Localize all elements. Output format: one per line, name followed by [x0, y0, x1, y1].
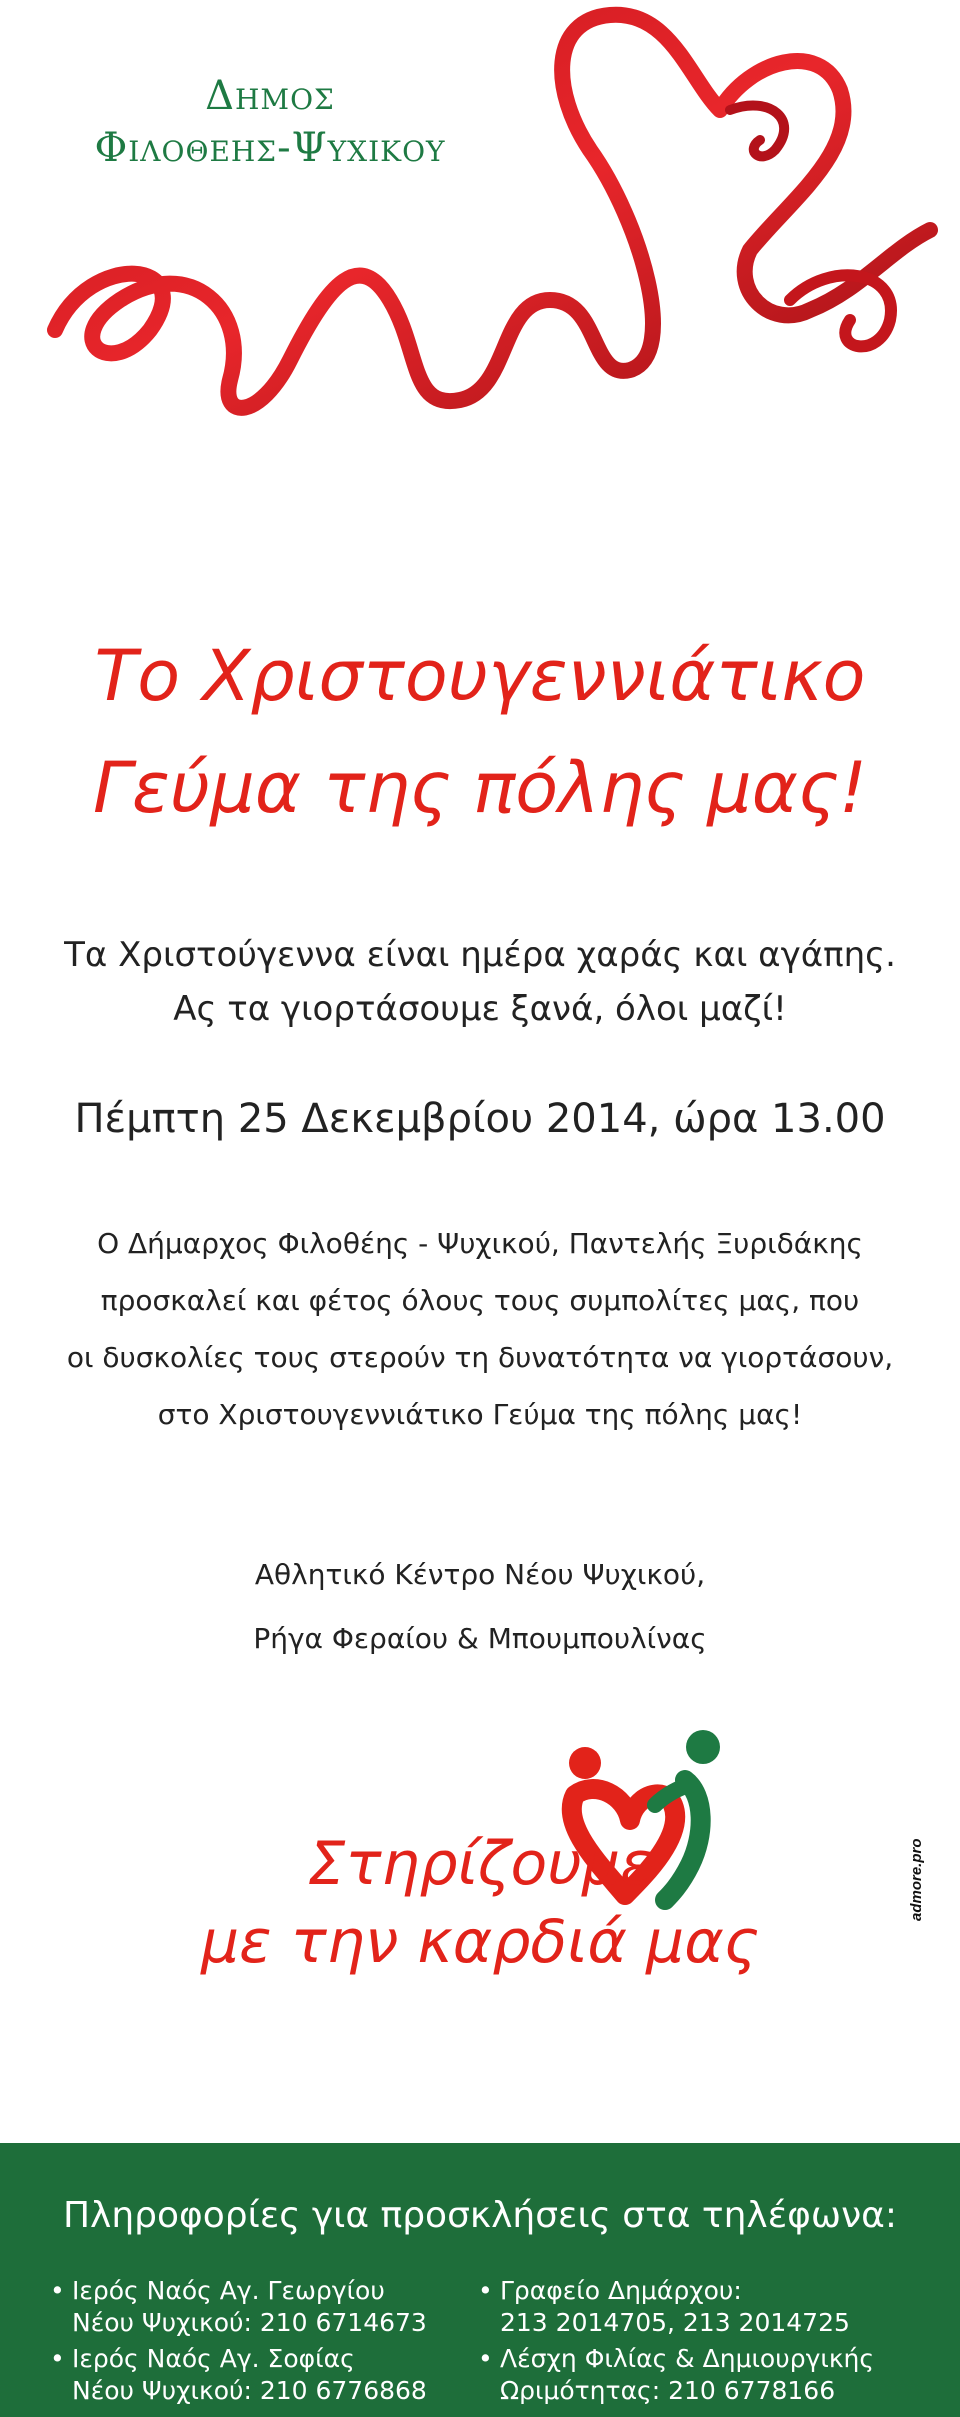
intro-text [0, 928, 960, 1036]
event-date: Πέμπτη 25 Δεκεμβρίου 2014, ώρα 13.00 [74, 1096, 886, 1142]
contact-name: Γραφείο Δημάρχου: [500, 2276, 742, 2305]
bullet-icon: • [50, 2276, 65, 2305]
contact-phone: Ωριμότητας: 210 6778166 [500, 2376, 836, 2405]
municipality-line-1: Δημος [205, 73, 335, 119]
campaign-slogan [0, 1825, 960, 1981]
contact-phone: Νέου Ψυχικού: 210 6776868 [72, 2376, 427, 2405]
invitation-text [0, 1215, 960, 1443]
contacts-right-column [478, 2275, 938, 2411]
contact-name: Λέσχη Φιλίας & Δημιουργικής [500, 2344, 875, 2373]
venue-line-2: Ρήγα Φεραίου & Μπουμπουλίνας [253, 1622, 707, 1655]
contact-item [50, 2343, 470, 2407]
invitation-line-3: οι δυσκολίες τους στερούν τη δυνατότητα να γιορτάσουν, [66, 1341, 894, 1374]
bullet-icon: • [478, 2344, 493, 2373]
contact-footer [0, 2143, 960, 2417]
contact-phone: 213 2014705, 213 2014725 [500, 2308, 850, 2337]
ribbon-heart-illustration [30, 0, 950, 430]
municipality-name [40, 70, 500, 174]
venue-address [0, 1543, 960, 1671]
slogan-line-2: με την καρδιά μας [201, 1907, 759, 1977]
intro-line-2: Ας τα γιορτάσουμε ξανά, όλοι μαζί! [173, 989, 787, 1029]
invitation-line-2: προσκαλεί και φέτος όλους τους συμπολίτες μας, που [100, 1284, 860, 1317]
bullet-icon: • [478, 2276, 493, 2305]
contact-item [478, 2275, 938, 2339]
contact-phone: Νέου Ψυχικού: 210 6714673 [72, 2308, 427, 2337]
contacts-left-column [50, 2275, 470, 2411]
venue-line-1: Αθλητικό Κέντρο Νέου Ψυχικού, [254, 1558, 706, 1591]
event-title-line-2: Γεύμα της πόλης μας! [92, 747, 868, 829]
intro-line-1: Τα Χριστούγεννα είναι ημέρα χαράς και αγάπης. [64, 935, 896, 975]
invitation-line-4: στο Χριστουγεννιάτικο Γεύμα της πόλης μας! [157, 1398, 803, 1431]
contact-item [50, 2275, 470, 2339]
contact-name: Ιερός Ναός Αγ. Γεωργίου [72, 2276, 385, 2305]
municipality-line-2: Φιλοθεης-Ψυχικου [94, 125, 446, 171]
footer-heading: Πληροφορίες για προσκλήσεις στα τηλέφωνα: [62, 2195, 898, 2236]
design-credit: admore.pro [908, 1838, 925, 1922]
bullet-icon: • [50, 2344, 65, 2373]
event-title-line-1: Το Χριστουγεννιάτικο [94, 635, 866, 717]
invitation-line-1: Ο Δήμαρχος Φιλοθέης - Ψυχικού, Παντελής Ξυριδάκης [97, 1227, 863, 1260]
slogan-line-1: Στηρίζουμε [307, 1829, 653, 1899]
contact-name: Ιερός Ναός Αγ. Σοφίας [72, 2344, 355, 2373]
contact-item [478, 2343, 938, 2407]
event-title [0, 620, 960, 844]
